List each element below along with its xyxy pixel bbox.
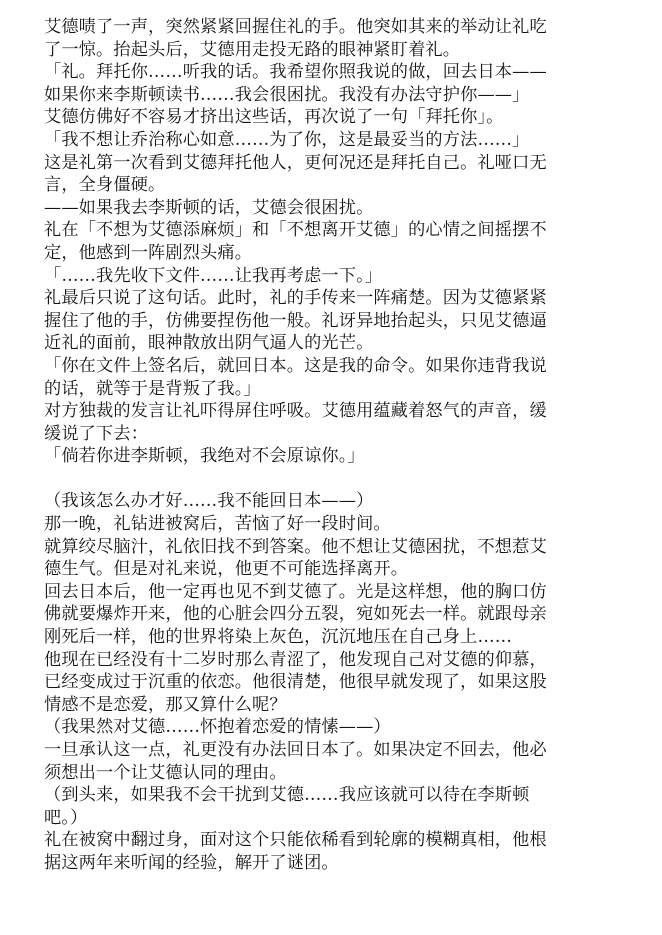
text-line: 吧。） <box>44 807 88 828</box>
text-line: 这是礼第一次看到艾德拜托他人，更何况还是拜托自己。礼哑口无 <box>44 152 547 173</box>
text-line: 礼在被窝中翻过身，面对这个只能依稀看到轮廓的模糊真相，他根 <box>44 830 547 851</box>
text-line: 刚死后一样，他的世界将染上灰色，沉沉地压在自己身上…… <box>44 627 513 648</box>
blank-line <box>44 468 624 491</box>
text-line: 「你在文件上签名后，就回日本。这是我的命令。如果你违背我说 <box>44 355 547 376</box>
text-line: 握住了他的手，仿佛要捏伤他一般。礼讶异地抬起头，只见艾德逼 <box>44 310 547 331</box>
text-line: 缓说了下去： <box>44 423 149 444</box>
text-line: 情感不是恋爱，那又算什么呢？ <box>44 694 287 715</box>
text-line: （我果然对艾德……怀抱着恋爱的情愫——） <box>44 717 391 738</box>
text-line: 「我不想让乔治称心如意……为了你，这是最妥当的方法……」 <box>44 129 530 150</box>
text-line: 「礼。拜托你……听我的话。我希望你照我说的做，回去日本—— <box>44 62 547 83</box>
text-line: 礼最后只说了这句话。此时，礼的手传来一阵痛楚。因为艾德紧紧 <box>44 288 547 309</box>
text-line: 如果你来李斯顿读书……我会很困扰。我没有办法守护你——」 <box>44 84 530 105</box>
text-line: （我该怎么办才好……我不能回日本——） <box>44 491 374 512</box>
text-line: 已经变成过于沉重的依恋。他很清楚，他很早就发现了，如果这股 <box>44 672 547 693</box>
text-line: 定，他感到一阵剧烈头痛。 <box>44 242 253 263</box>
text-line: 艾德仿佛好不容易才挤出这些话，再次说了一句「拜托你」。 <box>44 107 504 128</box>
text-line: 对方独裁的发言让礼吓得屏住呼吸。艾德用蕴藏着怒气的声音，缓 <box>44 401 547 422</box>
text-line: 言，全身僵硬。 <box>44 175 166 196</box>
text-line: 的话，就等于是背叛了我。」 <box>44 378 261 399</box>
text-line: 了一惊。抬起头后，艾德用走投无路的眼神紧盯着礼。 <box>44 39 461 60</box>
text-line: 艾德啧了一声，突然紧紧回握住礼的手。他突如其来的举动让礼吃 <box>44 17 547 37</box>
text-line: 据这两年来听闻的经验，解开了谜团。 <box>44 852 339 873</box>
text-line: 那一晚，礼钻进被窝后，苦恼了好一段时间。 <box>44 514 391 535</box>
text-line: 佛就要爆炸开来，他的心脏会四分五裂，宛如死去一样。就跟母亲 <box>44 604 547 625</box>
text-line: 「倘若你进李斯顿，我绝对不会原谅你。」 <box>44 446 365 467</box>
text-line: 「……我先收下文件……让我再考虑一下。」 <box>44 265 383 286</box>
text-line: 他现在已经没有十二岁时那么青涩了，他发现自己对艾德的仰慕， <box>44 649 547 670</box>
text-line: （到头来，如果我不会干扰到艾德……我应该就可以待在李斯顿 <box>44 785 530 806</box>
body-text <box>44 16 624 875</box>
text-line: ——如果我去李斯顿的话，艾德会很困扰。 <box>44 197 374 218</box>
text-line: 一旦承认这一点，礼更没有办法回日本了。如果决定不回去，他必 <box>44 740 547 760</box>
text-line: 须想出一个让艾德认同的理由。 <box>44 762 287 783</box>
text-line: 德生气。但是对礼来说，他更不可能选择离开。 <box>44 559 409 580</box>
text-line: 回去日本后，他一定再也见不到艾德了。光是这样想，他的胸口仿 <box>44 581 547 602</box>
text-line: 就算绞尽脑汁，礼依旧找不到答案。他不想让艾德困扰，不想惹艾 <box>44 536 547 557</box>
text-line: 近礼的面前，眼神散放出阴气逼人的光芒。 <box>44 333 374 354</box>
text-line: 礼在「不想为艾德添麻烦」和「不想离开艾德」的心情之间摇摆不 <box>44 220 547 241</box>
